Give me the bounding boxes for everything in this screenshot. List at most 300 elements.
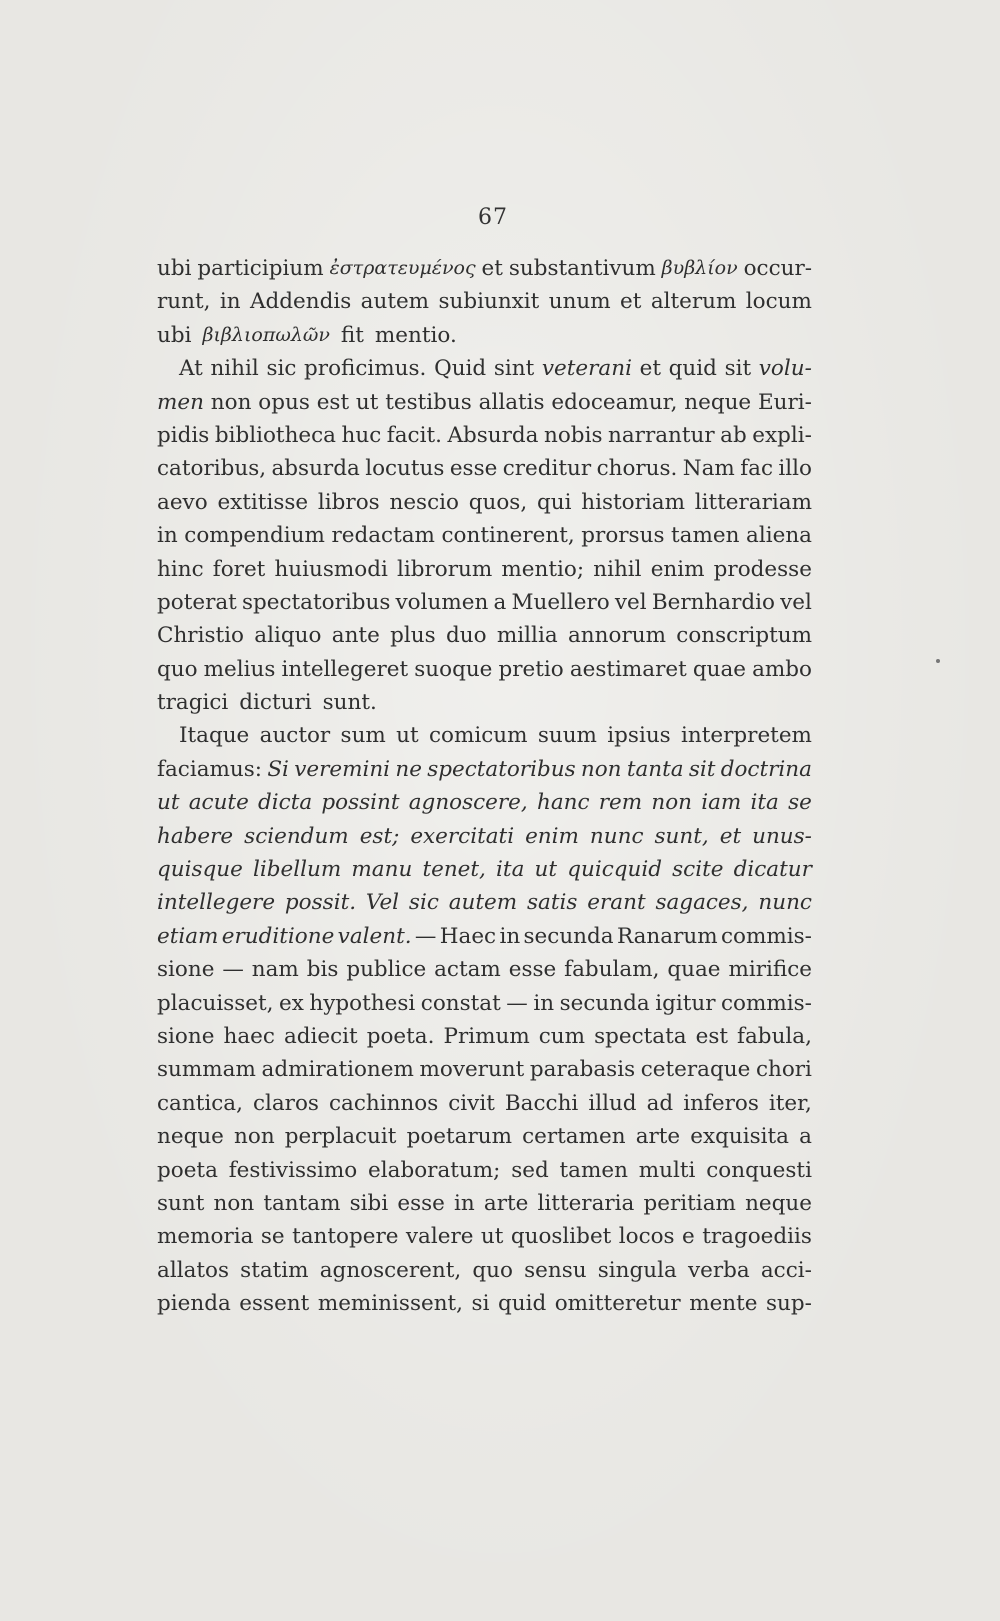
word: Si [267,756,289,782]
word: verba [687,1257,750,1283]
word: adiecit [283,1023,358,1049]
word: hypothesi [309,990,416,1016]
word: volumen [395,589,489,615]
word: possint [321,790,400,816]
text-line [157,753,812,786]
word: extitisse [217,489,309,515]
word: men [157,389,204,415]
word: spectatoribus [241,589,391,615]
word: spectatoribus [427,756,576,782]
word: catoribus, [157,456,267,482]
word: igitur [655,990,716,1016]
text-line [157,1053,812,1086]
word: bis [306,957,339,983]
word: constat [420,990,501,1016]
word: locum [745,289,812,315]
word: haec [223,1023,275,1049]
word: melius [203,656,276,682]
word: tragici [157,690,229,716]
word: iam [701,790,742,816]
word: facit. [386,422,442,448]
word: — [506,990,528,1016]
word: ubi [157,322,192,348]
word: cantica, [157,1090,243,1116]
word: locos [618,1224,675,1250]
word: admirationem [261,1057,414,1083]
word: tragoediis [702,1224,812,1250]
word: chorus. [596,456,678,482]
word: aevo [157,489,208,515]
word: et [719,823,742,849]
word: in [219,289,241,315]
word: non [210,389,252,415]
word: ut [396,723,419,749]
word: singula [597,1257,677,1283]
word: ipsius [607,723,671,749]
word: etiam [157,923,219,949]
word: secunda [523,923,614,949]
word-gap [228,686,239,719]
word: sibi [349,1190,389,1216]
word: nam [251,957,299,983]
word: aestimaret [569,656,687,682]
word: Bacchi [504,1090,579,1116]
text-line [157,553,812,586]
word: sit [724,356,752,382]
word: neque [745,1190,812,1216]
word: a [799,1124,812,1150]
word: Ranarum [616,923,718,949]
word: expli- [752,422,812,448]
word: runt, [157,289,211,315]
word: conquesti [706,1157,812,1183]
word: esse [508,957,557,983]
word: dicturi [239,690,312,716]
word: doctrina [720,756,812,782]
word: suum [537,723,597,749]
word: litteraria [537,1190,635,1216]
word: festivissimo [228,1157,358,1183]
word: historiam [581,489,685,515]
word: volu- [758,356,812,382]
word: annorum [567,623,666,649]
word: unus- [752,823,812,849]
word: sic [408,890,439,916]
word: summam [157,1057,256,1083]
word-gap [364,319,375,352]
word: huc [341,422,382,448]
word: conscriptum [676,623,812,649]
word: substantivum [508,256,656,281]
word: pidis [157,422,210,448]
word: exquisita [690,1124,789,1150]
word: cachinnos [328,1090,439,1116]
word: valere [405,1224,474,1250]
word: subiunxit [438,289,540,315]
word: prodesse [713,556,812,582]
word: qui [536,489,572,515]
word: ἐστρατευμένος [329,257,476,279]
word: cum [538,1023,586,1049]
word: quae [667,957,721,983]
text-line [157,1187,812,1220]
word: tamen [559,1157,628,1183]
text-line [157,987,812,1020]
word: allatis [478,389,545,415]
word: tantopere [292,1224,399,1250]
word: sensu [524,1257,587,1283]
word: elaboratum; [368,1157,501,1183]
word: creditur [502,456,592,482]
text-line [157,486,812,519]
word: occur- [743,256,812,281]
word: veremini [294,756,391,782]
word: veterani [541,356,632,382]
word: nescio [389,489,459,515]
word: multi [638,1157,696,1183]
word: participium [197,256,324,281]
word: Bernhardio [651,589,775,615]
word: intellegere [157,890,276,916]
word: edoceamur, [551,389,678,415]
text-line [157,1287,812,1320]
word: tamen [671,523,740,549]
word: sunt, [654,823,709,849]
word: fabulam, [564,957,660,983]
word: rem [598,790,643,816]
text-line [157,1087,812,1120]
word: claros [252,1090,319,1116]
text-line [157,1120,812,1153]
word: secunda [559,990,650,1016]
text-line [157,1254,812,1287]
word: Quid [434,356,487,382]
word: erant [587,890,646,916]
word: tenet, [422,857,486,883]
word: spectata [594,1023,687,1049]
word: poterat [157,589,237,615]
word: se [788,790,812,816]
word: opus [258,389,310,415]
word: sit [688,756,716,782]
word: alterum [650,289,737,315]
word: vel [614,589,647,615]
word: nihil [593,556,642,582]
word: e [682,1224,695,1250]
word: nunc [589,823,644,849]
word: quae [692,656,746,682]
word: βυβλίον [661,257,738,279]
word-gap [192,319,203,352]
word: inferos [683,1090,759,1116]
word: esse [397,1190,445,1216]
text-line [157,719,812,752]
word: non [213,1190,255,1216]
word: quo [157,656,198,682]
word: poetarum [406,1124,512,1150]
word: ne [395,756,422,782]
text-line [157,452,812,485]
text-line [157,1220,812,1253]
word: si [471,1291,490,1317]
word: hanc [536,790,590,816]
text-line [157,586,812,619]
word: meminissent, [317,1291,464,1317]
word: mentio; [501,556,585,582]
word: quid [497,1291,547,1317]
word: Euri- [757,389,812,415]
text-line [157,386,812,419]
word: parabasis [529,1057,636,1083]
word: habere [157,823,234,849]
word: huiusmodi [274,556,388,582]
word: bibliotheca [214,422,336,448]
word: duo [446,623,487,649]
word: Muellero [511,589,610,615]
word: fac [740,456,774,482]
word: foret [212,556,266,582]
word: ut [534,857,558,883]
word: vel [780,589,812,615]
word: arte [483,1190,529,1216]
word: Nam [682,456,735,482]
word: essent [239,1291,310,1317]
word: mentio. [374,322,457,348]
word: statim [240,1257,309,1283]
word: se [260,1224,285,1250]
word: ut [480,1224,504,1250]
word: librorum [397,556,493,582]
word: scite [672,857,724,883]
word: et [620,289,642,315]
text-line [157,820,812,853]
word: aliena [746,523,812,549]
word: dicatur [733,857,812,883]
word: fit [340,322,364,348]
word: — [414,923,437,949]
word: aliquo [254,623,322,649]
word: in [454,1190,475,1216]
word: auctor [259,723,331,749]
word: millia [496,623,558,649]
word: arte [635,1124,681,1150]
text-line [157,653,812,686]
word: ex [279,990,304,1016]
word: ceteraque [640,1057,751,1083]
word: poeta. [366,1023,435,1049]
word: manu [351,857,413,883]
word: quoslibet [510,1224,612,1250]
word: est [695,1023,728,1049]
word: suoque [414,656,493,682]
word: poeta [157,1157,218,1183]
word: enim [650,556,705,582]
word: proficimus. [304,356,427,382]
word: ab [720,422,747,448]
word: mente [689,1291,758,1317]
word: sione [157,957,215,983]
word: ubi [157,256,192,281]
word-gap [312,686,323,719]
word: Haec [439,923,497,949]
word: a [493,589,507,615]
text-line [157,352,812,385]
word: unum [548,289,611,315]
word: valent. [337,923,412,949]
word: non [234,1124,275,1150]
text-line [157,953,812,986]
word: et [481,256,503,281]
word: sic [266,356,297,382]
word: memoria [157,1224,254,1250]
word: autem [360,289,430,315]
word: Absurda [447,422,539,448]
word: certamen [522,1124,626,1150]
word: narrantur [608,422,715,448]
word: non [651,790,692,816]
word: in [499,923,521,949]
word: moverunt [419,1057,525,1083]
word: ita [750,790,779,816]
word: — [222,957,244,983]
word: absurda [271,456,360,482]
word: sed [511,1157,549,1183]
word: redactam [331,523,435,549]
word: tantam [263,1190,341,1216]
word: allatos [157,1257,230,1283]
word: litterariam [694,489,812,515]
word: nobis [544,422,603,448]
word: acute [188,790,249,816]
word: dicta [258,790,313,816]
word: quos, [468,489,528,515]
word: agnoscerent, [319,1257,462,1283]
word: est [316,389,350,415]
word: locutus [365,456,445,482]
text-line [157,686,812,719]
word: placuisset, [157,990,274,1016]
body-text [157,252,812,1321]
word: et [639,356,661,382]
word: βιβλιοπωλῶν [202,323,330,346]
word: quo [472,1257,513,1283]
text-line [157,619,812,652]
word: nihil [210,356,259,382]
word: quid [668,356,717,382]
text-line [157,519,812,552]
text-line [157,1020,812,1053]
word: acci- [760,1257,812,1283]
word: continerent, [441,523,575,549]
word: omitteretur [554,1291,681,1317]
word: actam [434,957,501,983]
page-number: 67 [478,205,508,230]
word: satis [527,890,578,916]
word: commis- [721,990,812,1016]
word: compendium [184,523,325,549]
word: autem [448,890,518,916]
word: sup- [766,1291,812,1317]
word: At [179,356,203,382]
word: est; [359,823,400,849]
word: exercitati [410,823,515,849]
word: Vel [365,890,400,916]
word: testibus [385,389,472,415]
text-line [157,920,812,953]
word: illud [588,1090,637,1116]
word: tanta [626,756,684,782]
word: sunt [157,1190,205,1216]
word: sagaces, [655,890,749,916]
word: ad [646,1090,674,1116]
word: ambo [752,656,812,682]
word: quisque [157,857,243,883]
word: Primum [443,1023,530,1049]
word: mirifice [728,957,812,983]
word: sint [493,356,535,382]
word: enim [525,823,579,849]
word: chori [755,1057,812,1083]
word: eruditione [221,923,335,949]
word: pretio [498,656,564,682]
word: sunt. [322,690,377,716]
word: non [580,756,622,782]
word: ut [355,389,379,415]
word: ut [157,790,180,816]
text-line [157,886,812,919]
word: civit [448,1090,495,1116]
word: hinc [157,556,204,582]
text-line [157,419,812,452]
word: Itaque [179,723,250,749]
word: in [157,523,178,549]
word: pienda [157,1291,231,1317]
word: sione [157,1023,215,1049]
word: possit. [284,890,357,916]
word: intellegeret [281,656,409,682]
text-line [157,319,812,352]
word: prorsus [581,523,665,549]
word: agnoscere, [408,790,528,816]
word: libros [317,489,380,515]
word: libellum [253,857,342,883]
text-line [157,853,812,886]
word: Christio [157,623,244,649]
word: esse [449,456,498,482]
word: faciamus: [157,756,263,782]
word: illo [778,456,812,482]
text-line [157,285,812,318]
word: perplacuit [284,1124,397,1150]
word: neque [157,1124,224,1150]
word: in [533,990,555,1016]
word: plus [390,623,436,649]
word: publice [346,957,427,983]
word: neque [684,389,752,415]
word: iter, [768,1090,812,1116]
ink-speck [936,659,940,663]
word: Addendis [249,289,352,315]
word: sciendum [244,823,349,849]
word-gap [330,319,341,352]
word: peritiam [643,1190,736,1216]
text-line [157,252,812,285]
word: interpretem [681,723,812,749]
word: ita [496,857,525,883]
word: comicum [428,723,528,749]
word: quicquid [567,857,662,883]
word: commis- [720,923,812,949]
